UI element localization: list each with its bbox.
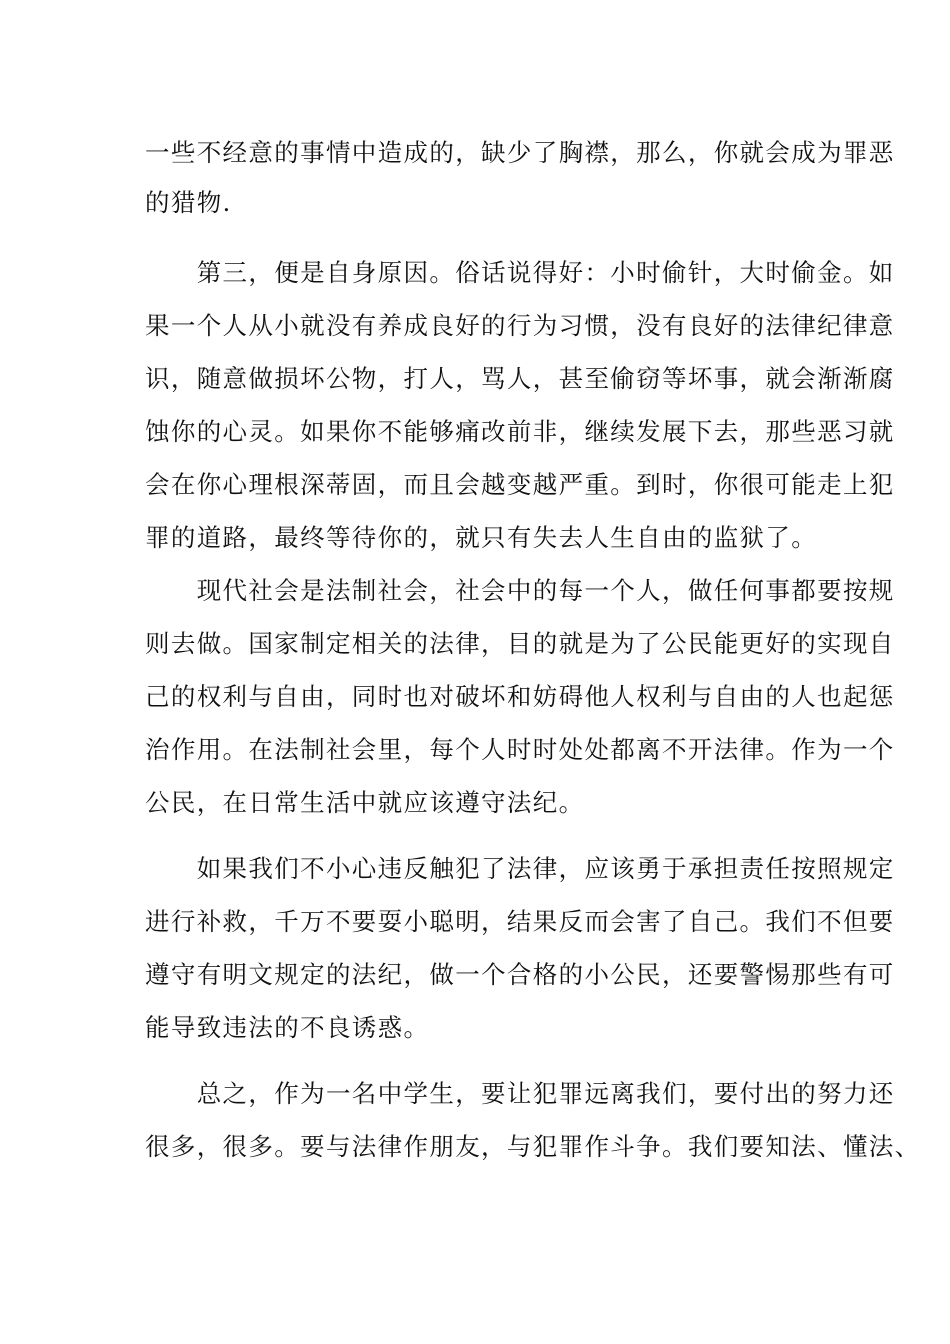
- paragraph-1-line-2: 的猎物.: [145, 188, 232, 217]
- paragraph-4-line-3: 遵守有明文规定的法纪，做一个合格的小公民，还要警惕那些有可: [145, 960, 895, 989]
- paragraph-3-line-1: 现代社会是法制社会，社会中的每一个人，做任何事都要按规: [145, 576, 895, 605]
- paragraph-5-line-2: 很多，很多。要与法律作朋友，与犯罪作斗争。我们要知法、懂法、: [145, 1132, 921, 1161]
- paragraph-4-line-2: 进行补救，千万不要耍小聪明，结果反而会害了自己。我们不但要: [145, 907, 895, 936]
- paragraph-2-line-4: 蚀你的心灵。如果你不能够痛改前非，继续发展下去，那些恶习就: [145, 417, 895, 446]
- paragraph-5-line-1: 总之，作为一名中学生，要让犯罪远离我们，要付出的努力还: [145, 1079, 895, 1108]
- paragraph-3-line-3: 己的权利与自由，同时也对破坏和妨碍他人权利与自由的人也起惩: [145, 682, 895, 711]
- paragraph-4-line-4: 能导致违法的不良诱惑。: [145, 1013, 430, 1042]
- paragraph-3-line-2: 则去做。国家制定相关的法律，目的就是为了公民能更好的实现自: [145, 629, 895, 658]
- paragraph-2-line-1: 第三，便是自身原因。俗话说得好：小时偷针，大时偷金。如: [145, 258, 895, 287]
- paragraph-3-line-4: 治作用。在法制社会里，每个人时时处处都离不开法律。作为一个: [145, 735, 895, 764]
- paragraph-2-line-3: 识，随意做损坏公物，打人，骂人，甚至偷窃等坏事，就会渐渐腐: [145, 364, 895, 393]
- paragraph-2-line-6: 罪的道路，最终等待你的，就只有失去人生自由的监狱了。: [145, 523, 818, 552]
- paragraph-2-line-5: 会在你心理根深蒂固，而且会越变越严重。到时，你很可能走上犯: [145, 470, 895, 499]
- paragraph-2-line-2: 果一个人从小就没有养成良好的行为习惯，没有良好的法律纪律意: [145, 311, 895, 340]
- paragraph-1-line-1: 一些不经意的事情中造成的，缺少了胸襟，那么，你就会成为罪恶: [145, 138, 895, 167]
- paragraph-4-line-1: 如果我们不小心违反触犯了法律，应该勇于承担责任按照规定: [145, 854, 895, 883]
- paragraph-3-line-5: 公民，在日常生活中就应该遵守法纪。: [145, 788, 585, 817]
